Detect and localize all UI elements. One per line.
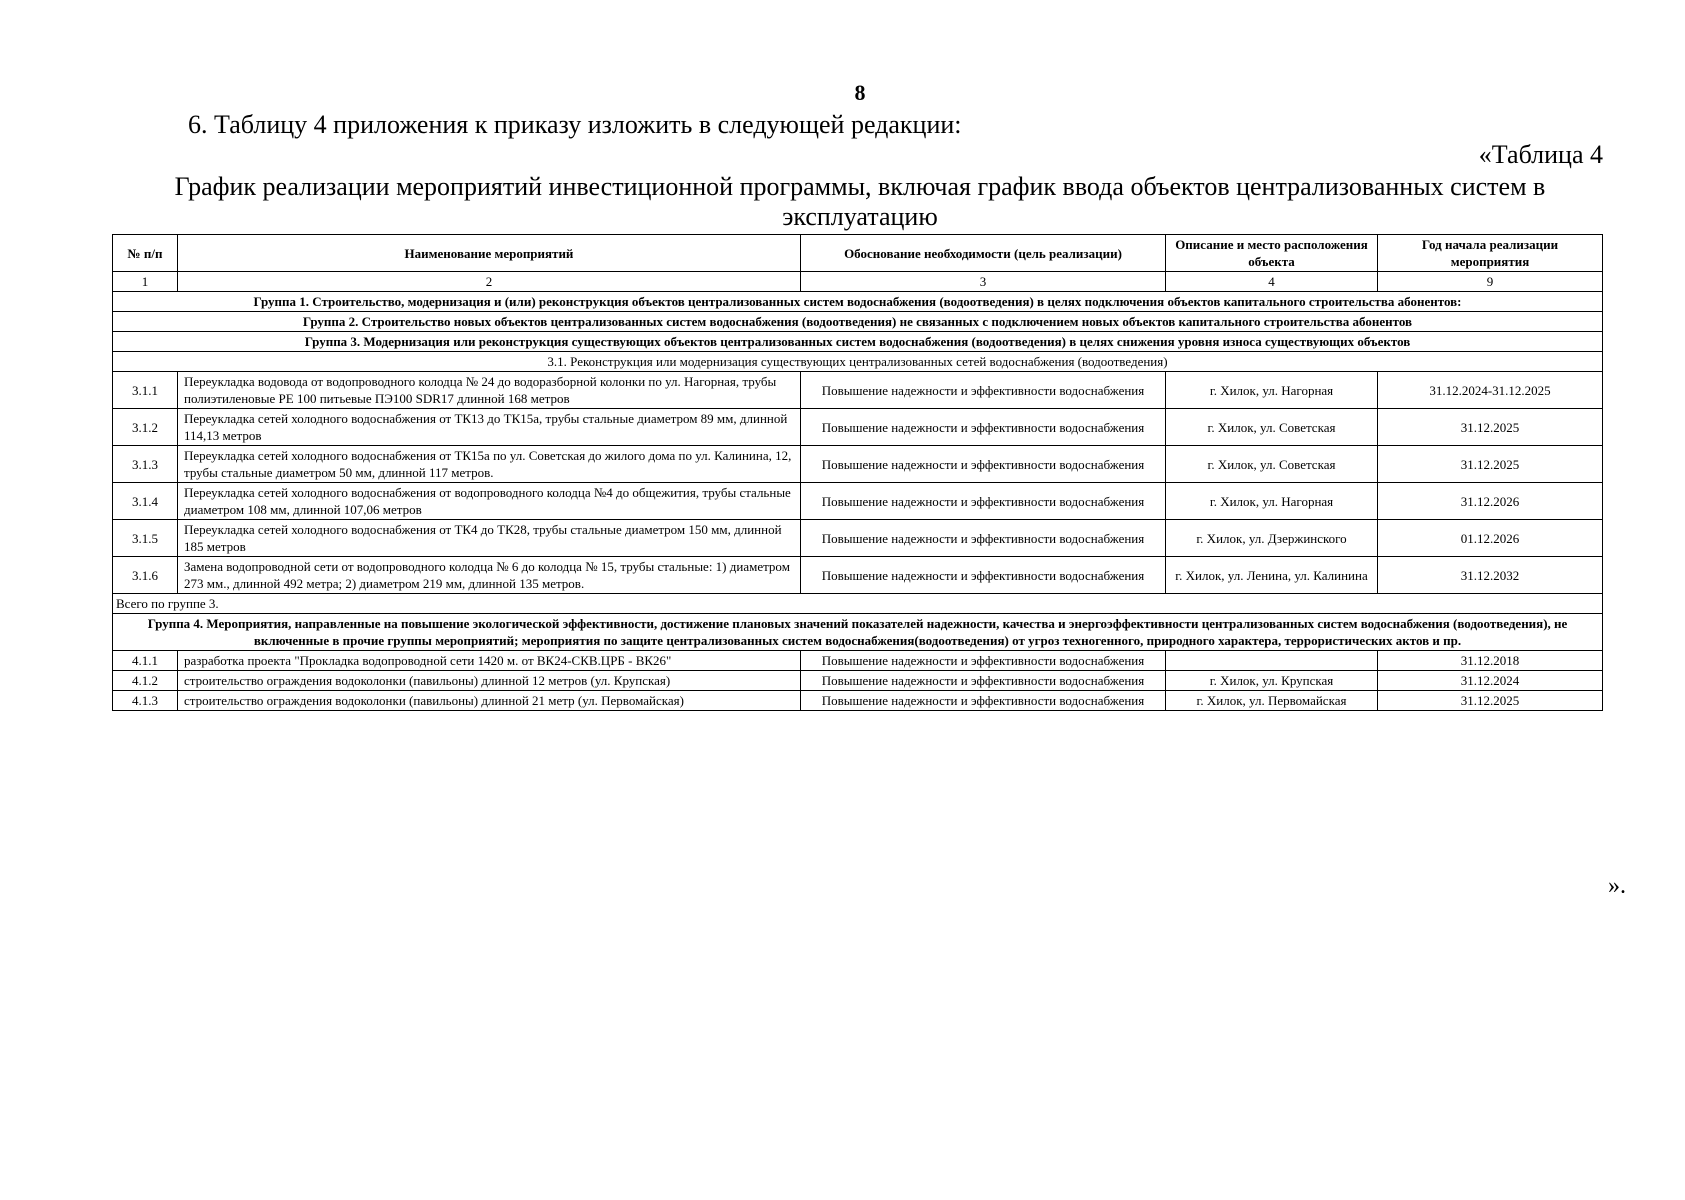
column-number: 4: [1166, 272, 1378, 292]
table-heading: График реализации мероприятий инвестиционной программы, включая график ввода объектов централизованных систем в эксплуатацию: [174, 172, 1546, 231]
row-year: 31.12.2025: [1378, 409, 1603, 446]
page-number: 8: [854, 80, 866, 105]
row-year: 31.12.2032: [1378, 557, 1603, 594]
group-3-title: Группа 3. Модернизация или реконструкция существующих объектов централизованных систем водоснабжения (водоотведения) в целях снижения уровня износа существующих объектов: [113, 332, 1603, 352]
row-location: г. Хилок, ул. Первомайская: [1166, 691, 1378, 711]
group-row: [113, 332, 1603, 352]
group-3-total: Всего по группе 3.: [113, 594, 1603, 614]
row-name: разработка проекта "Прокладка водопроводной сети 1420 м. от ВК24-СКВ.ЦРБ - ВК26": [178, 651, 801, 671]
row-name: Замена водопроводной сети от водопроводного колодца № 6 до колодца № 15, трубы стальные: 1) диаметром 273 мм., длинной 492 метра; 2) диаметром 219 мм, длинной 135 метров.: [178, 557, 801, 594]
row-reason: Повышение надежности и эффективности водоснабжения: [801, 651, 1166, 671]
header-num: № п/п: [113, 235, 178, 272]
table-row: [113, 409, 1603, 446]
column-number: 9: [1378, 272, 1603, 292]
row-reason: Повышение надежности и эффективности водоснабжения: [801, 372, 1166, 409]
table-row: [113, 520, 1603, 557]
group-row: [113, 614, 1603, 651]
table-row: [113, 557, 1603, 594]
row-reason: Повышение надежности и эффективности водоснабжения: [801, 671, 1166, 691]
table-header-row: [113, 235, 1603, 272]
row-name: строительство ограждения водоколонки (павильоны) длинной 21 метр (ул. Первомайская): [178, 691, 801, 711]
row-location: [1166, 651, 1378, 671]
row-location: г. Хилок, ул. Советская: [1166, 409, 1378, 446]
group-row: [113, 312, 1603, 332]
group-4-title: Группа 4. Мероприятия, направленные на повышение экологической эффективности, достижение плановых значений показателей надежности, качества и энергоэффективности централизованных систем водоснабжения (водоотведения), не включенные в прочие группы мероприятий; мероприятия по защите централизованных систем водоснабжения(водоотведения) от угроз техногенного, природного характера, террористических актов и пр.: [113, 614, 1603, 651]
row-reason: Повышение надежности и эффективности водоснабжения: [801, 520, 1166, 557]
table-row: [113, 446, 1603, 483]
row-year: 31.12.2025: [1378, 691, 1603, 711]
row-location: г. Хилок, ул. Дзержинского: [1166, 520, 1378, 557]
row-num: 3.1.4: [113, 483, 178, 520]
intro-text: 6. Таблицу 4 приложения к приказу изложить в следующей редакции:: [188, 110, 962, 139]
column-number: 2: [178, 272, 801, 292]
row-num: 4.1.3: [113, 691, 178, 711]
row-year: 01.12.2026: [1378, 520, 1603, 557]
table-row: [113, 671, 1603, 691]
row-num: 3.1.1: [113, 372, 178, 409]
row-num: 3.1.5: [113, 520, 178, 557]
row-reason: Повышение надежности и эффективности водоснабжения: [801, 483, 1166, 520]
row-reason: Повышение надежности и эффективности водоснабжения: [801, 409, 1166, 446]
row-name: Переукладка сетей холодного водоснабжения от ТК4 до ТК28, трубы стальные диаметром 150 мм, длинной 185 метров: [178, 520, 801, 557]
row-location: г. Хилок, ул. Нагорная: [1166, 372, 1378, 409]
table-row: [113, 691, 1603, 711]
subgroup-3-1-title: 3.1. Реконструкция или модернизация существующих централизованных сетей водоснабжения (водоотведения): [113, 352, 1603, 372]
row-year: 31.12.2024: [1378, 671, 1603, 691]
table-row: [113, 483, 1603, 520]
header-name: Наименование мероприятий: [178, 235, 801, 272]
row-num: 3.1.3: [113, 446, 178, 483]
row-num: 4.1.1: [113, 651, 178, 671]
row-reason: Повышение надежности и эффективности водоснабжения: [801, 446, 1166, 483]
group-1-title: Группа 1. Строительство, модернизация и (или) реконструкция объектов централизованных систем водоснабжения (водоотведения) в целях подключения объектов капитального строительства абонентов:: [113, 292, 1603, 312]
investment-plan-table: [112, 234, 1603, 711]
header-year: Год начала реализации мероприятия: [1378, 235, 1603, 272]
row-num: 4.1.2: [113, 671, 178, 691]
row-name: Переукладка сетей холодного водоснабжения от ТК15а по ул. Советская до жилого дома по ул. Калинина, 12, трубы стальные диаметром 50 мм, длинной 117 метров.: [178, 446, 801, 483]
column-number: 3: [801, 272, 1166, 292]
row-name: Переукладка водовода от водопроводного колодца № 24 до водоразборной колонки по ул. Нагорная, трубы полиэтиленовые PE 100 питьевые ПЭ100 SDR17 длинной 168 метров: [178, 372, 801, 409]
row-location: г. Хилок, ул. Советская: [1166, 446, 1378, 483]
row-year: 31.12.2018: [1378, 651, 1603, 671]
row-location: г. Хилок, ул. Ленина, ул. Калинина: [1166, 557, 1378, 594]
column-number: 1: [113, 272, 178, 292]
total-row: [113, 594, 1603, 614]
column-number-row: [113, 272, 1603, 292]
row-location: г. Хилок, ул. Нагорная: [1166, 483, 1378, 520]
row-num: 3.1.2: [113, 409, 178, 446]
group-2-title: Группа 2. Строительство новых объектов централизованных систем водоснабжения (водоотведения) не связанных с подключением новых объектов капитального строительства абонентов: [113, 312, 1603, 332]
row-reason: Повышение надежности и эффективности водоснабжения: [801, 557, 1166, 594]
row-year: 31.12.2026: [1378, 483, 1603, 520]
row-location: г. Хилок, ул. Крупская: [1166, 671, 1378, 691]
table-row: [113, 372, 1603, 409]
row-year: 31.12.2024-31.12.2025: [1378, 372, 1603, 409]
subgroup-row: [113, 352, 1603, 372]
header-reason: Обоснование необходимости (цель реализации): [801, 235, 1166, 272]
row-name: строительство ограждения водоколонки (павильоны) длинной 12 метров (ул. Крупская): [178, 671, 801, 691]
header-location: Описание и место расположения объекта: [1166, 235, 1378, 272]
group-row: [113, 292, 1603, 312]
row-num: 3.1.6: [113, 557, 178, 594]
row-reason: Повышение надежности и эффективности водоснабжения: [801, 691, 1166, 711]
table-row: [113, 651, 1603, 671]
table-label: «Таблица 4: [1478, 140, 1603, 169]
row-year: 31.12.2025: [1378, 446, 1603, 483]
closing-mark: ».: [1608, 873, 1626, 899]
row-name: Переукладка сетей холодного водоснабжения от ТК13 до ТК15а, трубы стальные диаметром 89 мм, длинной 114,13 метров: [178, 409, 801, 446]
row-name: Переукладка сетей холодного водоснабжения от водопроводного колодца №4 до общежития, трубы стальные диаметром 108 мм, длинной 107,06 метров: [178, 483, 801, 520]
